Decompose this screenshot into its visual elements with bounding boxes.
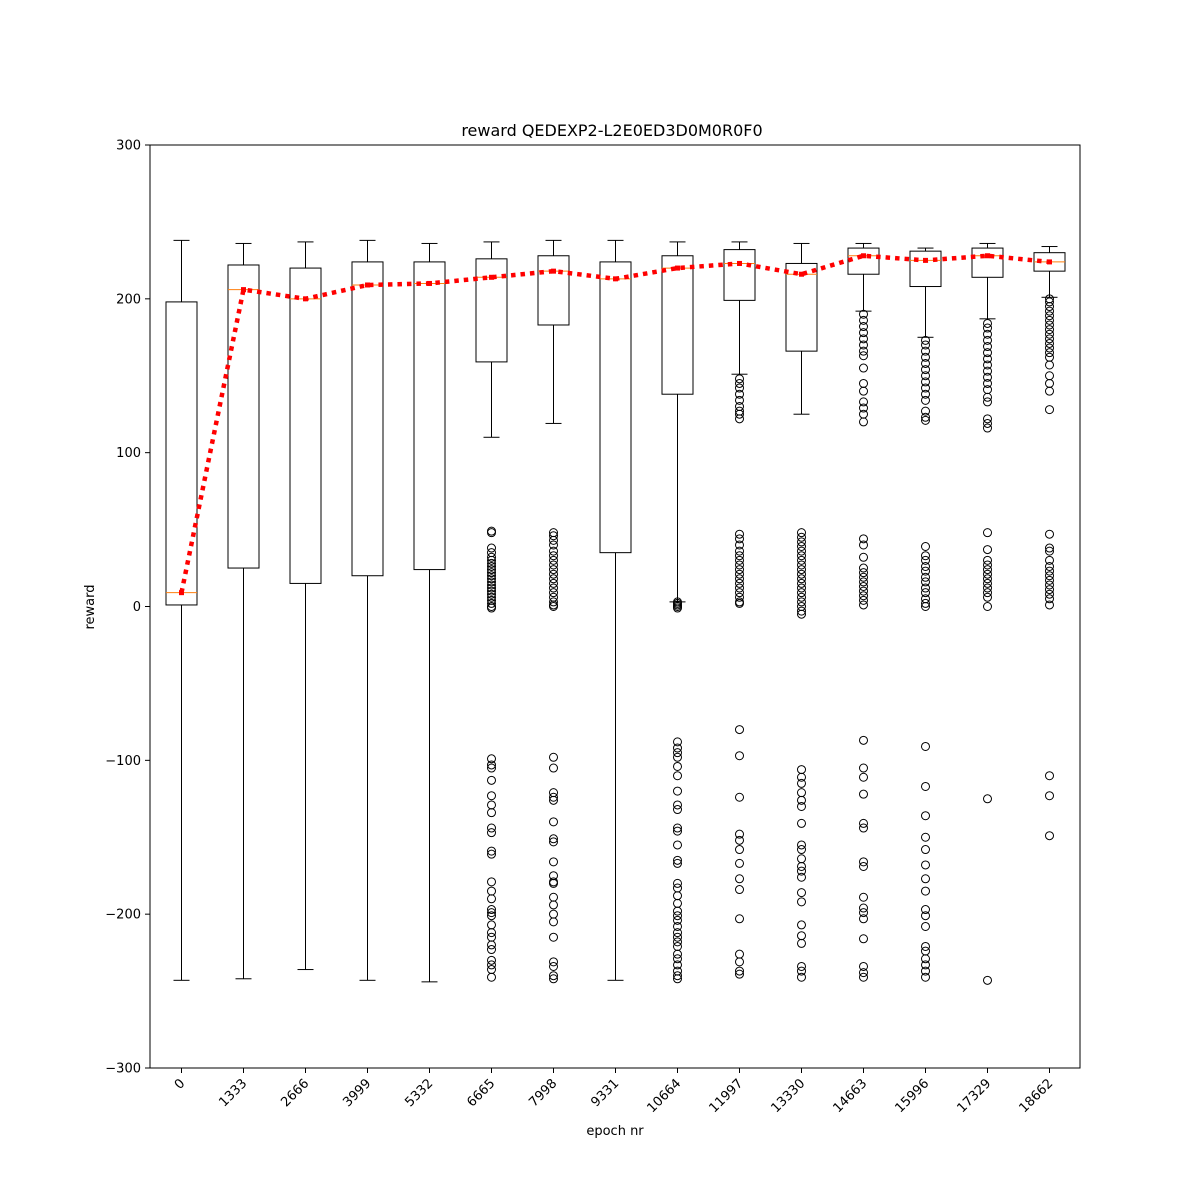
x-tick-label: 5332 <box>402 1076 437 1111</box>
mean-marker <box>861 253 866 258</box>
mean-marker <box>179 590 184 595</box>
chart-title: reward QEDEXP2-L2E0ED3D0M0R0F0 <box>461 121 763 140</box>
mean-marker <box>923 258 928 263</box>
y-tick-label: −300 <box>105 1061 141 1077</box>
x-tick-label: 0 <box>171 1076 189 1093</box>
x-tick-label: 11997 <box>706 1076 747 1117</box>
x-tick-label: 7998 <box>526 1076 561 1111</box>
mean-marker <box>551 269 556 274</box>
mean-marker <box>365 282 370 287</box>
x-tick-label: 2666 <box>278 1076 313 1111</box>
x-tick-label: 15996 <box>892 1076 933 1117</box>
mean-marker <box>985 253 990 258</box>
y-axis-label: reward <box>83 584 98 630</box>
mean-marker <box>799 272 804 277</box>
mean-marker <box>427 281 432 286</box>
x-tick-label: 18662 <box>1016 1076 1057 1117</box>
x-tick-label: 6665 <box>464 1076 499 1111</box>
y-tick-label: 0 <box>132 600 141 615</box>
mean-marker <box>613 276 618 281</box>
mean-marker <box>1047 259 1052 264</box>
y-tick-label: 200 <box>116 292 141 308</box>
mean-marker <box>241 287 246 292</box>
y-tick-label: −100 <box>105 753 141 769</box>
mean-marker <box>489 275 494 280</box>
x-tick-label: 9331 <box>588 1076 623 1111</box>
mean-marker <box>303 296 308 301</box>
x-tick-label: 17329 <box>954 1076 995 1117</box>
x-axis-label: epoch nr <box>586 1124 644 1139</box>
mean-marker <box>675 266 680 271</box>
x-tick-label: 3999 <box>340 1076 375 1111</box>
x-tick-label: 14663 <box>830 1076 871 1117</box>
y-tick-label: 100 <box>116 446 141 462</box>
x-tick-label: 10664 <box>644 1076 685 1117</box>
y-tick-label: 300 <box>116 138 141 154</box>
x-tick-label: 13330 <box>768 1076 809 1117</box>
mean-marker <box>737 261 742 266</box>
x-tick-label: 1333 <box>216 1076 251 1111</box>
y-tick-label: −200 <box>105 907 141 923</box>
